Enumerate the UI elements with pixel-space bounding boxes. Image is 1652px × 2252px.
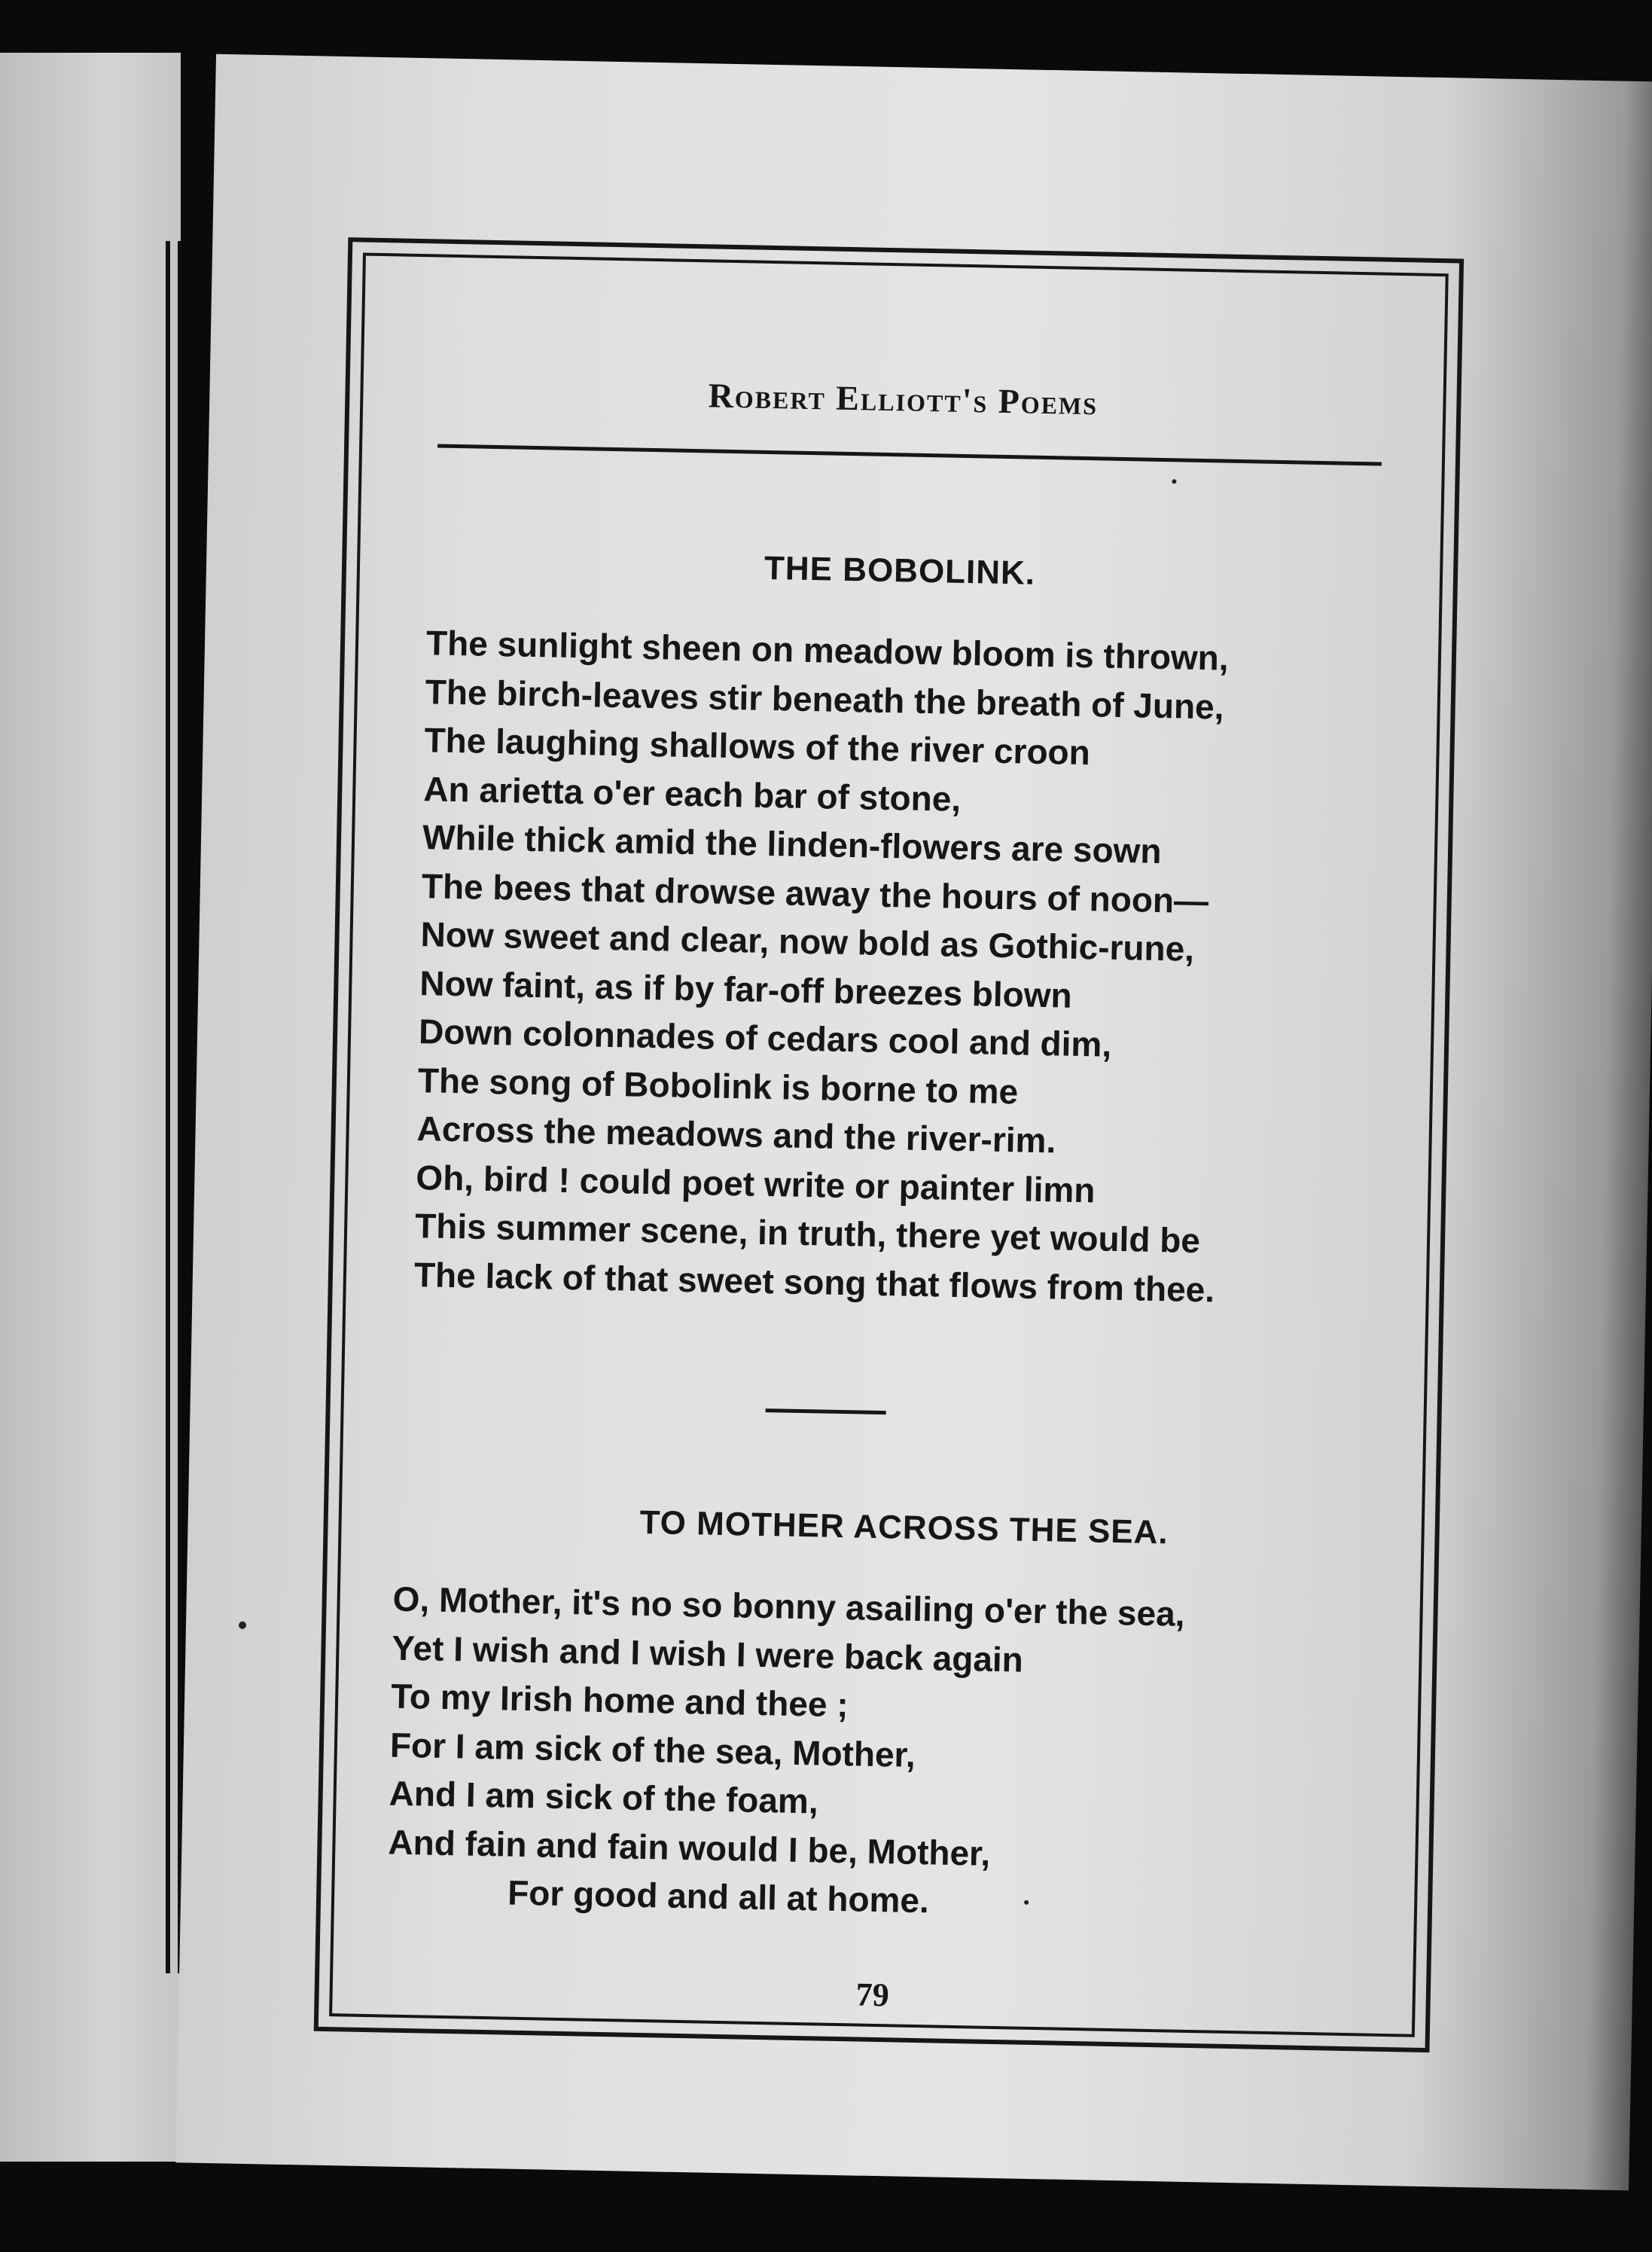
page-number: 79 [855, 1976, 890, 2014]
poem-title: THE BOBOLINK. [764, 549, 1036, 592]
poem-line: The birch-leaves stir beneath the breath of June, [425, 671, 1224, 727]
poem-line: For good and all at home. [507, 1872, 930, 1921]
poem-line: Oh, bird ! could poet write or painter limn [415, 1157, 1096, 1210]
poem-line: To my Irish home and thee ; [390, 1676, 849, 1725]
poem-line: O, Mother, it's no so bonny asailing o'er the sea, [392, 1579, 1185, 1634]
poem-line: Now faint, as if by far-off breezes blown [419, 963, 1073, 1015]
section-divider [766, 1408, 886, 1414]
header-rule [437, 444, 1382, 465]
poem-line: Now sweet and clear, now bold as Gothic-rune, [420, 914, 1195, 969]
page-frame-inner [329, 253, 1449, 2037]
page-frame [314, 237, 1464, 2052]
poem-body [413, 618, 1378, 1317]
poem-line: For I am sick of the sea, Mother, [389, 1725, 916, 1774]
poem-title: TO MOTHER ACROSS THE SEA. [639, 1503, 1169, 1552]
poem-line: An arietta o'er each bar of stone, [422, 768, 962, 819]
poem-line: The lack of that sweet song that flows from thee. [413, 1254, 1215, 1309]
poem-line: Yet I wish and I wish I were back again [391, 1628, 1024, 1680]
poem-line: The bees that drowse away the hours of noon— [421, 865, 1209, 920]
dust-speck [1172, 479, 1176, 484]
poem-line: While thick amid the linden-flowers are sown [422, 817, 1162, 871]
dust-speck [1024, 1900, 1029, 1905]
poem-line: The laughing shallows of the river croon [424, 720, 1091, 773]
poem-line: The sunlight sheen on meadow bloom is thrown, [425, 623, 1230, 678]
dust-speck [239, 1622, 246, 1629]
running-head: Robert Elliott's Poems [708, 376, 1099, 423]
poem-line: Down colonnades of cedars cool and dim, [418, 1012, 1112, 1064]
poem-line: The song of Bobolink is borne to me [417, 1060, 1019, 1111]
adjacent-page [0, 53, 181, 2162]
poem-line: Across the meadows and the river-rim. [416, 1109, 1056, 1161]
poem-line: And fain and fain would I be, Mother, [388, 1822, 991, 1873]
adjacent-page-border [166, 241, 181, 1973]
book-page [175, 54, 1652, 2191]
poem-body [387, 1575, 1360, 1933]
poem-line: And I am sick of the foam, [389, 1773, 819, 1821]
poem-line: This summer scene, in truth, there yet would be [414, 1206, 1201, 1261]
